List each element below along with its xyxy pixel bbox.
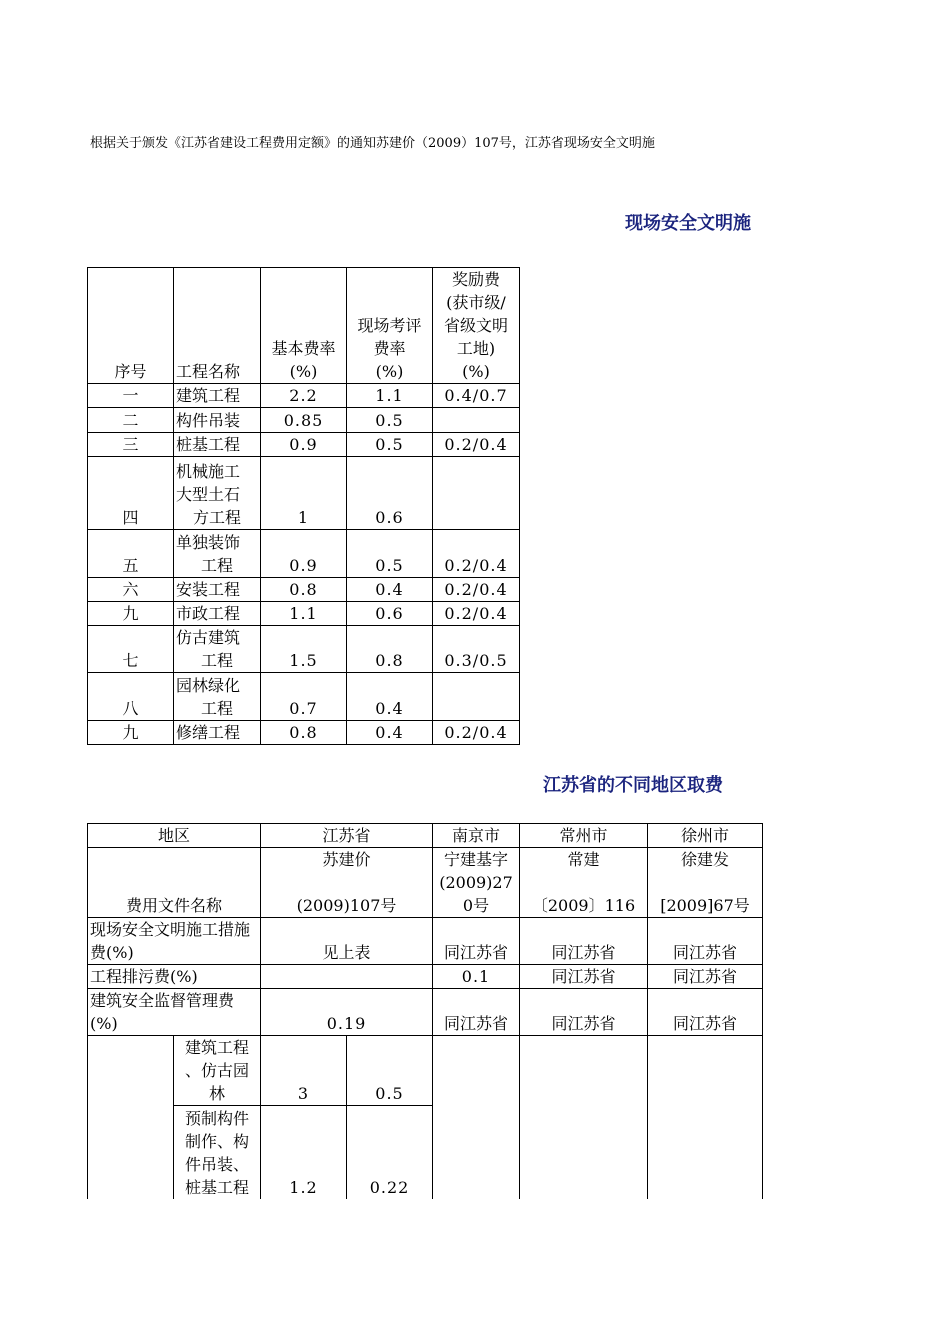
table1-row [88, 408, 520, 433]
header-site-rate-l2: 费率 [373, 339, 406, 358]
doc-nanjing-l2: (2009)27 [439, 873, 513, 892]
row-site-rate: 0.4 [347, 721, 433, 745]
sub-row-name-l3: 件吊装、 [184, 1154, 249, 1174]
sewage-jiangsu [261, 965, 433, 989]
doc-nanjing-l1: 宁建基字 [443, 850, 508, 869]
safety-nanjing: 同江苏省 [433, 918, 520, 965]
doc-name-row [88, 848, 763, 918]
sub-xuzhou-blank [648, 1036, 763, 1199]
sewage-nanjing: 0.1 [433, 965, 520, 989]
table1-row [88, 530, 520, 578]
table1-row [88, 578, 520, 602]
row-name: 建筑工程 [174, 384, 261, 408]
header-award-l2: (获市级/ [446, 293, 506, 312]
safety-fee-label: 现场安全文明施工措施费(%) [88, 918, 261, 965]
row-name: 修缮工程 [174, 721, 261, 745]
regional-fee-table [87, 823, 763, 1199]
row-seq: 一 [88, 384, 174, 408]
doc-jiangsu-l2: (2009)107号 [296, 896, 397, 915]
row-award: 0.3/0.5 [433, 626, 520, 673]
table2-title: 江苏省的不同地区取费 [543, 775, 723, 796]
sub-row-name-l2: 制作、构 [184, 1131, 249, 1151]
row-base-rate: 0.9 [261, 530, 347, 578]
row-seq: 九 [88, 602, 174, 626]
table1-header-row [88, 268, 520, 384]
sub-row-name-l1: 建筑工程 [184, 1038, 249, 1057]
sewage-fee-label: 工程排污费(%) [88, 965, 261, 989]
header-award-l4: 工地) [456, 339, 496, 358]
row-name-l2: 工程 [200, 699, 233, 718]
sub-rows-blank-cell [88, 1036, 174, 1199]
sub-row-v1: 3 [261, 1036, 347, 1106]
row-award: 0.4/0.7 [433, 384, 520, 408]
row-name: 桩基工程 [174, 433, 261, 457]
row-base-rate: 0.9 [261, 433, 347, 457]
sub-row-name-l2: 、仿古园 [184, 1061, 249, 1080]
doc-xuzhou-l2: [2009]67号 [660, 896, 750, 915]
row-site-rate: 1.1 [347, 384, 433, 408]
header-base-rate [261, 268, 347, 384]
sub-row-name [174, 1106, 261, 1199]
safety-fee-table [87, 267, 520, 745]
row-base-rate: 1.5 [261, 626, 347, 673]
row-seq: 六 [88, 578, 174, 602]
row-name-l2: 工程 [200, 556, 233, 575]
safety-fee-row [88, 918, 763, 965]
row-award: 0.2/0.4 [433, 721, 520, 745]
sewage-xuzhou: 同江苏省 [648, 965, 763, 989]
header-nanjing: 南京市 [433, 824, 520, 848]
header-region: 地区 [88, 824, 261, 848]
row-base-rate: 0.7 [261, 673, 347, 721]
doc-changzhou [520, 848, 648, 918]
row-award [433, 408, 520, 433]
header-base-rate-l2: (%) [289, 362, 318, 381]
row-name [174, 530, 261, 578]
row-seq: 九 [88, 721, 174, 745]
header-award-l5: (%) [462, 362, 490, 381]
table1-row [88, 384, 520, 408]
row-site-rate: 0.5 [347, 530, 433, 578]
header-name: 工程名称 [174, 268, 261, 384]
row-award: 0.2/0.4 [433, 530, 520, 578]
header-xuzhou: 徐州市 [648, 824, 763, 848]
header-site-rate-l3: (%) [375, 362, 404, 381]
row-seq: 二 [88, 408, 174, 433]
row-name [174, 457, 261, 530]
row-seq: 五 [88, 530, 174, 578]
doc-nanjing [433, 848, 520, 918]
doc-nanjing-l3: 0号 [462, 896, 490, 915]
header-base-rate-l1: 基本费率 [271, 339, 336, 358]
table1-row [88, 602, 520, 626]
row-seq: 四 [88, 457, 174, 530]
header-award-l1: 奖励费 [451, 270, 500, 289]
row-site-rate: 0.4 [347, 673, 433, 721]
supervision-jiangsu: 0.19 [261, 989, 433, 1036]
supervision-changzhou: 同江苏省 [520, 989, 648, 1036]
row-name [174, 673, 261, 721]
header-site-rate-l1: 现场考评 [357, 316, 422, 335]
safety-changzhou: 同江苏省 [520, 918, 648, 965]
row-award: 0.2/0.4 [433, 433, 520, 457]
row-award: 0.2/0.4 [433, 578, 520, 602]
sub-row-name-l1: 预制构件 [184, 1108, 249, 1128]
sub-row-v2: 0.22 [347, 1106, 433, 1199]
table1-row [88, 626, 520, 673]
supervision-nanjing: 同江苏省 [433, 989, 520, 1036]
doc-changzhou-l1: 常建 [567, 850, 600, 869]
row-site-rate: 0.5 [347, 408, 433, 433]
intro-text: 根据关于颁发《江苏省建设工程费用定额》的通知苏建价（2009）107号，江苏省现场安全文明施 [90, 136, 655, 151]
row-award: 0.2/0.4 [433, 602, 520, 626]
sub-row-v2: 0.5 [347, 1036, 433, 1106]
supervision-fee-label: 建筑安全监督管理费(%) [88, 989, 261, 1036]
row-base-rate: 0.8 [261, 721, 347, 745]
sub-row [88, 1036, 763, 1106]
row-name [174, 626, 261, 673]
row-name-l3: 方工程 [192, 508, 241, 527]
sub-row-name-l3: 林 [208, 1084, 225, 1103]
row-site-rate: 0.6 [347, 602, 433, 626]
row-name-l1: 单独装饰 [176, 533, 241, 552]
table1-row [88, 721, 520, 745]
row-seq: 七 [88, 626, 174, 673]
supervision-xuzhou: 同江苏省 [648, 989, 763, 1036]
sub-nanjing-blank [433, 1036, 520, 1199]
header-award-l3: 省级文明 [443, 316, 508, 335]
table1-title: 现场安全文明施 [625, 213, 751, 234]
header-award [433, 268, 520, 384]
supervision-fee-row [88, 989, 763, 1036]
table1-row [88, 457, 520, 530]
row-award [433, 673, 520, 721]
row-site-rate: 0.6 [347, 457, 433, 530]
doc-changzhou-l2: 〔2009〕116 [531, 896, 636, 915]
doc-jiangsu-l1: 苏建价 [322, 850, 371, 869]
row-name-l1: 仿古建筑 [176, 628, 241, 647]
row-name-l2: 大型土石 [176, 485, 241, 504]
row-seq: 三 [88, 433, 174, 457]
row-site-rate: 0.4 [347, 578, 433, 602]
doc-jiangsu [261, 848, 433, 918]
header-site-rate [347, 268, 433, 384]
row-name: 安装工程 [174, 578, 261, 602]
sub-row-name-l4: 桩基工程 [184, 1177, 249, 1197]
table1-row [88, 433, 520, 457]
row-site-rate: 0.8 [347, 626, 433, 673]
row-base-rate: 2.2 [261, 384, 347, 408]
row-base-rate: 0.8 [261, 578, 347, 602]
row-award [433, 457, 520, 530]
sub-row-name [174, 1036, 261, 1106]
row-name: 构件吊装 [174, 408, 261, 433]
header-jiangsu: 江苏省 [261, 824, 433, 848]
row-seq: 八 [88, 673, 174, 721]
safety-xuzhou: 同江苏省 [648, 918, 763, 965]
row-site-rate: 0.5 [347, 433, 433, 457]
sub-changzhou-blank [520, 1036, 648, 1199]
doc-xuzhou-l1: 徐建发 [680, 850, 729, 869]
sewage-fee-row [88, 965, 763, 989]
row-name-l1: 机械施工 [176, 462, 241, 481]
table2-header-row [88, 824, 763, 848]
sewage-changzhou: 同江苏省 [520, 965, 648, 989]
sub-row-v1: 1.2 [261, 1106, 347, 1199]
header-changzhou: 常州市 [520, 824, 648, 848]
row-base-rate: 1 [261, 457, 347, 530]
row-name: 市政工程 [174, 602, 261, 626]
row-name-l1: 园林绿化 [176, 676, 241, 695]
row-base-rate: 0.85 [261, 408, 347, 433]
header-seq: 序号 [88, 268, 174, 384]
safety-jiangsu: 见上表 [261, 918, 433, 965]
row-base-rate: 1.1 [261, 602, 347, 626]
table1-row [88, 673, 520, 721]
doc-xuzhou [648, 848, 763, 918]
row-name-l2: 工程 [200, 651, 233, 670]
doc-name-label: 费用文件名称 [88, 848, 261, 918]
